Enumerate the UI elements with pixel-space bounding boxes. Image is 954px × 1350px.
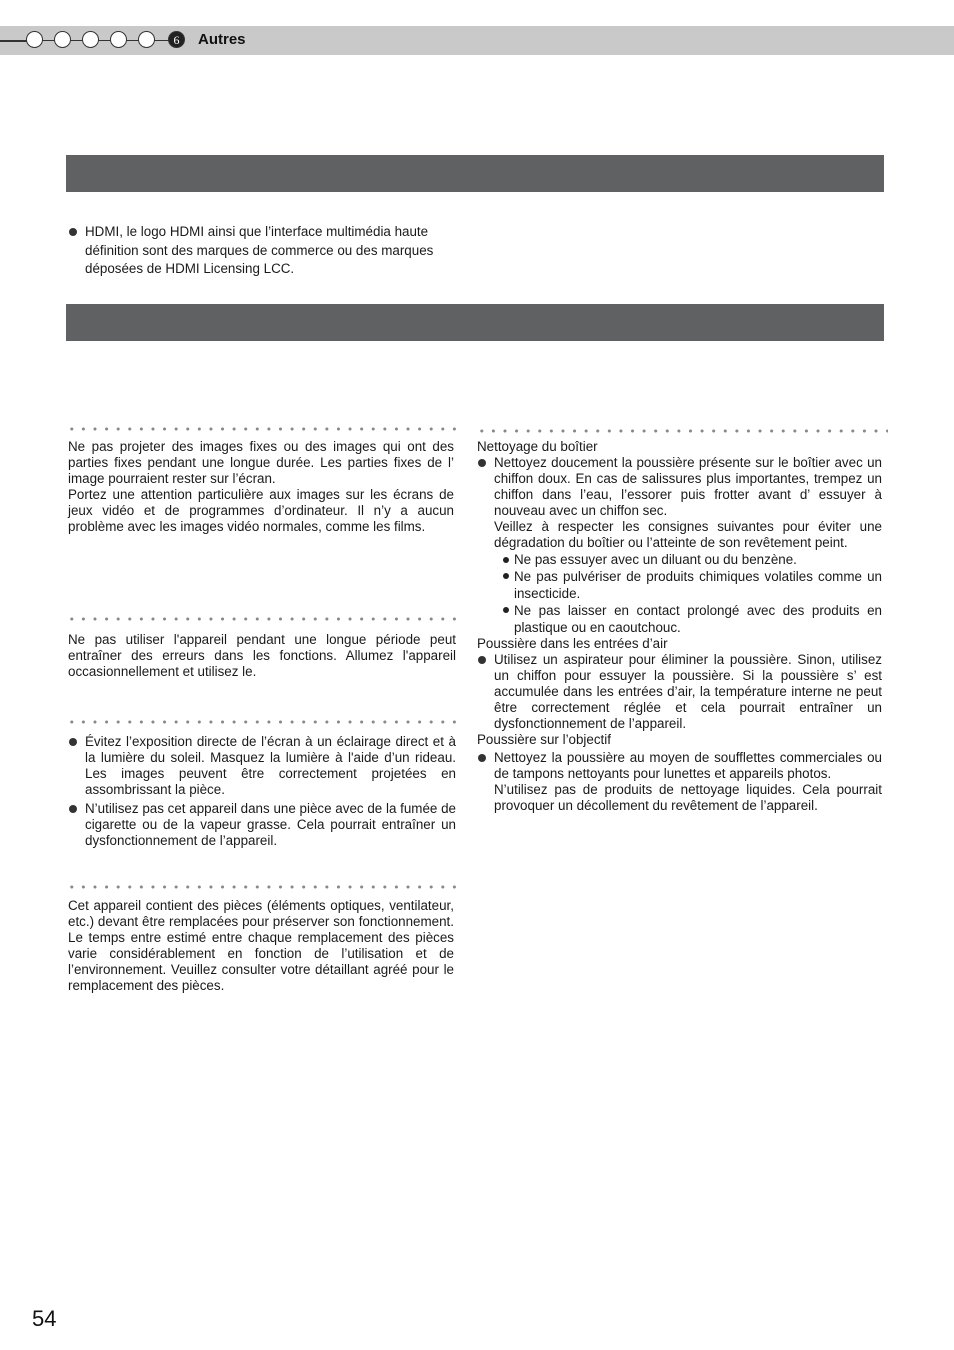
sub-bullet-text: Ne pas pulvériser de produits chimiques volatiles comme un insecticide. xyxy=(514,569,882,601)
subheading: Poussière dans les entrées d’air xyxy=(477,636,668,651)
dotted-divider xyxy=(66,885,462,889)
sub-bullet-icon xyxy=(503,607,509,613)
trademark-text: HDMI, le logo HDMI ainsi que l’interface multimédia haute définition sont des marques de commerce ou des marques déposées de HDMI Licensing LCC. xyxy=(85,224,434,276)
bullet-text: N’utilisez pas de produits de nettoyage liquides. Cela pourrait provoquer un décollement du revêtement de l’appareil. xyxy=(494,782,882,813)
dotted-divider xyxy=(66,427,462,431)
sub-bullet-icon xyxy=(503,573,509,579)
sub-list-item xyxy=(477,568,882,602)
dotted-divider xyxy=(476,429,888,433)
bullet-icon xyxy=(478,459,486,467)
maintenance-block xyxy=(477,439,882,814)
bullet-icon xyxy=(478,754,486,762)
bullet-icon xyxy=(69,805,77,813)
chapter-circle-current: 6 xyxy=(168,31,185,48)
list-item xyxy=(477,750,882,782)
bullet-icon xyxy=(478,656,486,664)
bullet-icon xyxy=(69,738,77,746)
chapter-circle-3 xyxy=(82,31,99,48)
list-item xyxy=(68,223,468,279)
paragraph: Portez une attention particulière aux images sur les écrans de jeux vidéo et de programmes d’ordinateur. Il n’y a aucun problème avec les images vidéo normales, comme les films. xyxy=(68,487,454,534)
sub-bullet-text: Ne pas essuyer avec un diluant ou du benzène. xyxy=(514,552,797,567)
list-item-continuation xyxy=(477,519,882,551)
sub-list-item xyxy=(477,552,882,568)
section-bar-precautions xyxy=(66,304,884,341)
bullet-text: N’utilisez pas cet appareil dans une pièce avec de la fumée de cigarette ou de la vapeur grasse. Cela pourrait entraîner un dysfonctionnement de l’appareil. xyxy=(85,801,456,848)
bullet-text: Veillez à respecter les consignes suivantes pour éviter une dégradation du boîtier ou l’atteinte de son revêtement peint. xyxy=(494,519,882,550)
environment-block xyxy=(68,734,456,849)
bullet-text: Nettoyez la poussière au moyen de soufflettes commerciales ou de tampons nettoyants pour lunettes et appareils photos. xyxy=(494,750,882,781)
sub-bullet-text: Ne pas laisser en contact prolongé avec des produits en plastique ou en caoutchouc. xyxy=(514,603,882,635)
list-item xyxy=(477,652,882,732)
chapter-circle-4 xyxy=(110,31,127,48)
subheading: Nettoyage du boîtier xyxy=(477,439,598,454)
sub-list-item xyxy=(477,602,882,636)
sub-bullet-icon xyxy=(503,557,509,563)
parts-block xyxy=(68,898,454,994)
paragraph: Cet appareil contient des pièces (éléments optiques, ventilateur, etc.) devant être remplacées pour préserver son fonctionnement. Le temps entre estimé entre chaque remplacement des pièces varie considérablement en fonction de l’utilisation et de l’environnement. Veuillez consulter votre détaillant agréé pour le remplacement des pièces. xyxy=(68,898,454,993)
subheading: Poussière sur l’objectif xyxy=(477,732,611,747)
list-item xyxy=(68,801,456,849)
paragraph: Ne pas utiliser l'appareil pendant une longue période peut entraîner des erreurs dans les fonctions. Allumez l'appareil occasionnellement et utilisez le. xyxy=(68,632,456,679)
dotted-divider xyxy=(66,720,462,724)
list-item-continuation xyxy=(477,782,882,814)
bullet-text: Nettoyez doucement la poussière présente sur le boîtier avec un chiffon doux. En cas de salissures plus importantes, trempez un chiffon dans l’eau, l’essorer puis frotter avant d’ essuyer à nouveau avec un chiffon sec. xyxy=(494,455,882,518)
page-number: 54 xyxy=(32,1306,57,1331)
bullet-text: Évitez l’exposition directe de l’écran à un éclairage direct et à la lumière du soleil. Masquez la lumière à l'aide d’un rideau. Les images peuvent être correctement projetées en assombrissant la pièce. xyxy=(85,734,456,797)
chapter-circle-2 xyxy=(54,31,71,48)
dotted-divider xyxy=(66,617,462,621)
still-images-block xyxy=(68,439,454,535)
list-item xyxy=(68,734,456,798)
list-item xyxy=(477,455,882,519)
chapter-circle-5 xyxy=(138,31,155,48)
paragraph: Ne pas projeter des images fixes ou des images qui ont des parties fixes pendant une longue durée. Les parties fixes de l’ image pourraient rester sur l’écran. xyxy=(68,439,454,486)
trademark-notice xyxy=(68,223,468,279)
chapter-title: Autres xyxy=(198,31,246,48)
long-period-block xyxy=(68,632,456,680)
chapter-circle-1 xyxy=(26,31,43,48)
bullet-icon xyxy=(69,228,77,236)
section-bar-trademarks xyxy=(66,155,884,192)
bullet-text: Utilisez un aspirateur pour éliminer la poussière. Sinon, utilisez un chiffon pour essuyer la poussière. Si la poussière s’ est accumulée dans les entrées d’air, la température interne ne peut être correctement réglée et cela pourrait entraîner un dysfonctionnement de l’appareil. xyxy=(494,652,882,731)
